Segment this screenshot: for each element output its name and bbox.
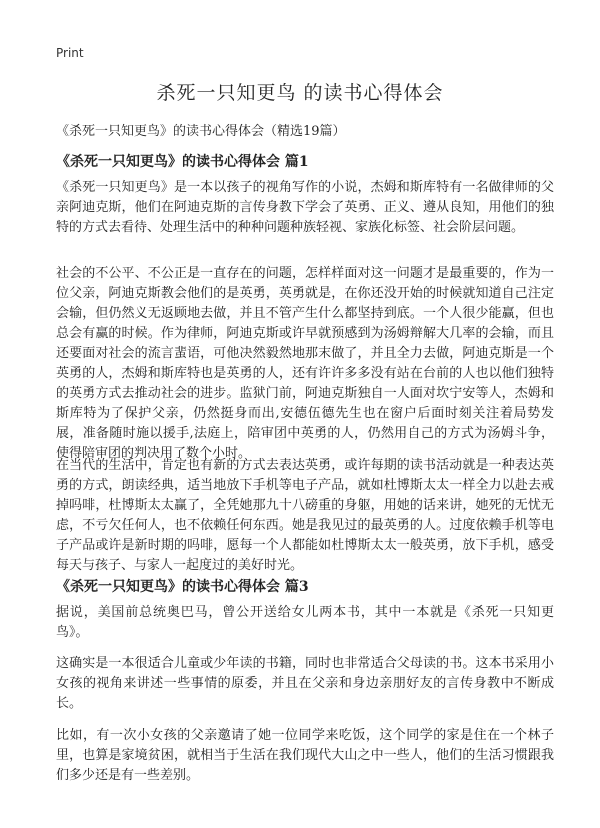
- document-subtitle: 《杀死一只知更鸟》的读书心得体会（精选19篇）: [56, 124, 346, 139]
- document-title: 杀死一只知更鸟 的读书心得体会: [156, 82, 444, 104]
- section-1-paragraph-2: 社会的不公平、不公正是一直存在的问题，怎样样面对这一问题才是最重要的，作为一位父亲，阿迪克斯教会他们的是英勇，英勇就是，在你还没开始的时候就知道自己注定会输，但仍然义无返顾地去做，并且不管产生什么都坚持到底。一个人很少能赢，但也总会有赢的时候。作为律师，阿迪克斯或许早就预感到为汤姆辩解大几率的会输，而且还要面对社会的流言蜚语，可他决然毅然地那末做了，并且全力去做，阿迪克斯是一个英勇的人，杰姆和斯库特也是英勇的人，还有许许多多没有站在台前的人也以他们独特的英勇方式去推动社会的进步。监狱门前，阿迪克斯独自一人面对坎宁安等人，杰姆和斯库特为了保护父亲，仍然挺身而出,安德伍德先生也在窗户后面时刻关注着局势发展，准备随时施以援手,法庭上，陪审团中英勇的人，仍然用自己的方式为汤姆斗争，使得陪审团的判决用了数个小时。: [56, 266, 554, 461]
- section-3-paragraph-3: 比如，有一次小女孩的父亲邀请了她一位同学来吃饭，这个同学的家是住在一个林子里，也算是家境贫困，就相当于生活在我们现代大山之中一些人，他们的生活习惯跟我们多少还是有一些差别。: [56, 728, 554, 783]
- section-3-paragraph-2: 这确实是一本很适合儿童或少年读的书籍，同时也非常适合父母读的书。这本书采用小女孩的视角来讲述一些事情的原委，并且在父亲和身边亲朋好友的言传身教中不断成长。: [56, 656, 554, 711]
- section-1-paragraph-3: 在当代的生活中，肯定也有新的方式去表达英勇，或许每期的读书活动就是一种表达英勇的方式，朗读经典，适当地放下手机等电子产品，就如杜博斯太太一样全力以赴去戒掉吗啡，杜博斯太太赢了，全凭她那九十八磅重的身躯，用她的话来讲，她死的无忧无虑，不亏欠任何人，也不依赖任何东西。她是我见过的最英勇的人。过度依赖手机等电子产品或许是新时期的吗啡，愿每一个人都能如杜博斯太太一般英勇，放下手机，感受每天与孩子、与家人一起度过的美好时光。: [56, 458, 554, 573]
- print-link[interactable]: Print: [56, 46, 84, 60]
- section-heading-3: 《杀死一只知更鸟》的读书心得体会 篇3: [56, 579, 309, 595]
- section-1-paragraph-1: 《杀死一只知更鸟》是一本以孩子的视角写作的小说，杰姆和斯库特有一名做律师的父亲阿迪克斯，他们在阿迪克斯的言传身教下学会了英勇、正义、遵从良知，用他们的独特的方式去看待、处理生活中的种种问题种族轻视、家族化标签、社会阶层问题。: [56, 180, 554, 235]
- section-heading-1: 《杀死一只知更鸟》的读书心得体会 篇1: [56, 154, 309, 170]
- section-3-paragraph-1: 据说，美国前总统奥巴马，曾公开送给女儿两本书，其中一本就是《杀死一只知更鸟》。: [56, 605, 554, 640]
